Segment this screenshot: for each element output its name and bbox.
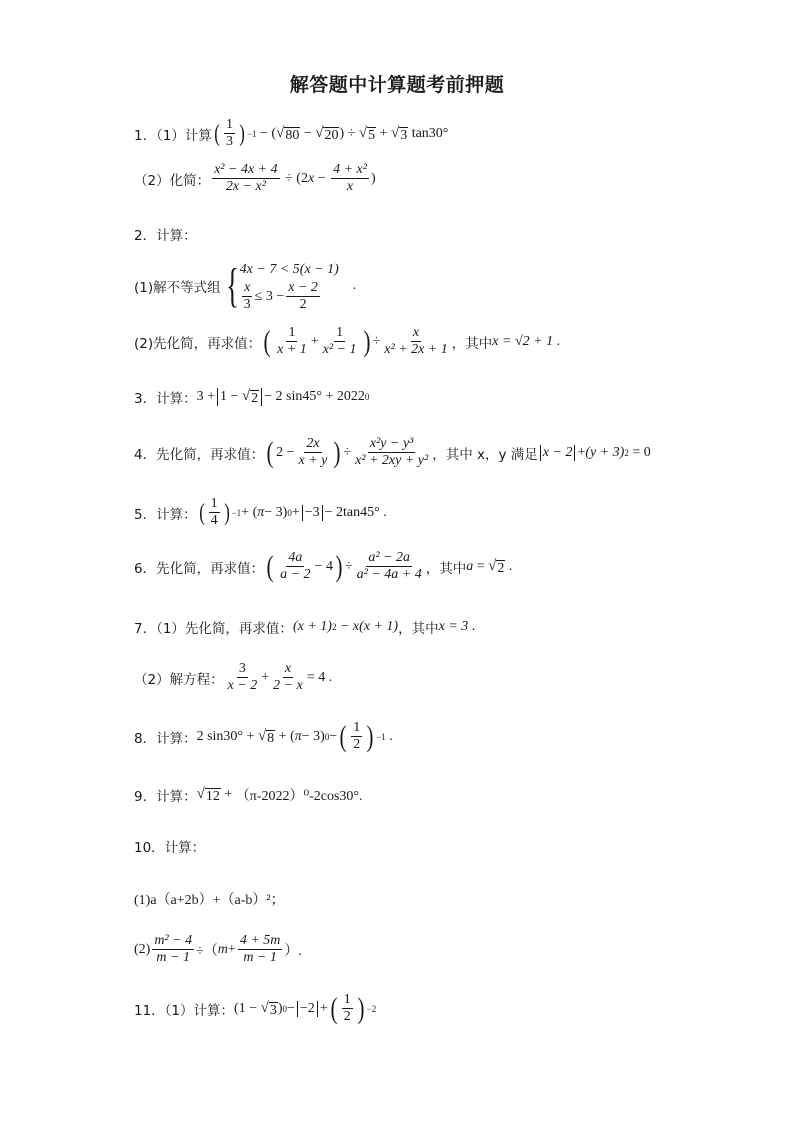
fraction-numerator: 4 + x²: [333, 162, 367, 177]
expression: （π-2022）⁰-2cos30°.: [235, 789, 363, 804]
question-3-label: 3．计算：: [134, 391, 197, 407]
question-6-label: 6．先化简，再求值：: [134, 560, 265, 577]
question-1-label: 1．（1）计算: [134, 127, 212, 144]
question-7-part-1: 7．（1）先化简，再求值： (x + 1) 2 − x(x + 1) ，其中 x = 3 .: [134, 619, 476, 637]
question-5: 5．计算： ( $\frac{1}{4}$ ) −1 + ( π − 3) 0 + −3 − 2tan45° .: [134, 496, 387, 528]
inequality-1: 4x − 7 < 5(x − 1): [239, 262, 339, 277]
question-2-part-2: (2)先化简，再求值： ( $\frac{1}{x + 1}$ + $\frac{1}{\text{x² − 1}}$ ) ÷ $\frac{x}{\text{x² + 2x + 1}}$ ，其中 x = √2 + 1 .: [134, 324, 561, 358]
question-3: 3．计算： 3 + 1 − √ 2 − 2 sin45° + 2022 0: [134, 388, 370, 407]
question-11: 11．（1）计算： (1 − √ 3 ) 0 − −2 + ( $\frac{1}{2}$ ) −2: [134, 991, 377, 1025]
question-7-label: 7．（1）先化简，再求值：: [134, 621, 293, 637]
question-7-part-2: （2）解方程： $\frac{3}{x - 2}$ + $\frac{x}{2 - x}$ = 4 .: [134, 661, 333, 693]
inequality-2-middle: ≤ 3 −: [254, 288, 285, 304]
fraction-denominator: x: [346, 179, 354, 194]
question-1-part-2: （2）化简： $\frac{\text{x² − 4x + 4}}{\text{2x − x²}}$ ÷ (2 x − $\frac{\text{4 + x²}}{x}$ ): [134, 162, 376, 194]
question-8: 8．计算： 2 sin30° + √ 8 + ( π − 3) 0 − ( $\frac{1}{2}$ ) −1 .: [134, 719, 393, 753]
question-10-label: 10．计算：: [134, 840, 206, 856]
condition: x = √2 + 1: [492, 333, 554, 349]
question-2-label: 2．计算：: [134, 228, 197, 244]
question-8-label: 8．计算：: [134, 730, 197, 747]
question-9-label: 9．计算：: [134, 789, 197, 805]
question-1-part-1: 1．（1）计算 ( $\frac{1}{3}$ ) −1 − ( √ 80 − √ 20 ) ÷ √ 5 + √ 3 tan30°: [134, 117, 449, 149]
question-6: 6．先化简，再求值： ( $\frac{4a}{a - 2}$ − 4 ) ÷ $\frac{\text{a² − 2a}}{\text{a² − 4a + 4}}$ ，其中 a = √ 2 .: [134, 549, 513, 583]
question-2-part-1: (1)解不等式组 { 4x − 7 < 5(x − 1) $\frac{x}{3}$ ≤ 3 − $\frac{x - 2}{2}$ .: [134, 258, 357, 312]
question-2-part-2-label: (2)先化简，再求值：: [134, 335, 262, 352]
question-10-part-1: (1)a（a+2b）+（a-b）²；: [134, 893, 285, 908]
question-4: 4．先化简，再求值： ( 2 − $\frac{2x}{x + y}$ ) ÷ $\frac{\text{x²y − y³}}{\text{x² + 2xy + y²}}$ ，其中 x，y 满足 x − 2 + (y + 3) 2 = 0: [134, 435, 651, 469]
page-title: 解答题中计算题考前押题: [289, 74, 505, 96]
question-2-part-1-label: (1)解不等式组: [134, 279, 221, 296]
question-1-part-2-label: （2）化简：: [134, 172, 211, 189]
question-4-label: 4．先化简，再求值：: [134, 446, 265, 463]
question-9: 9．计算： √ 12 + （π-2022）⁰-2cos30°.: [134, 786, 363, 805]
question-7-part-2-label: （2）解方程：: [134, 671, 224, 688]
question-11-label: 11．（1）计算：: [134, 1002, 235, 1019]
question-10-part-2: (2) $\frac{\text{m² − 4}}{m - 1}$ ÷（ m + $\frac{4 + 5m}{m - 1}$ ）.: [134, 933, 302, 965]
question-5-label: 5．计算：: [134, 506, 197, 523]
fraction-denominator: 2x − x²: [225, 179, 266, 194]
condition: x = 3: [438, 619, 469, 634]
fraction-numerator: x² − 4x + 4: [214, 162, 278, 177]
